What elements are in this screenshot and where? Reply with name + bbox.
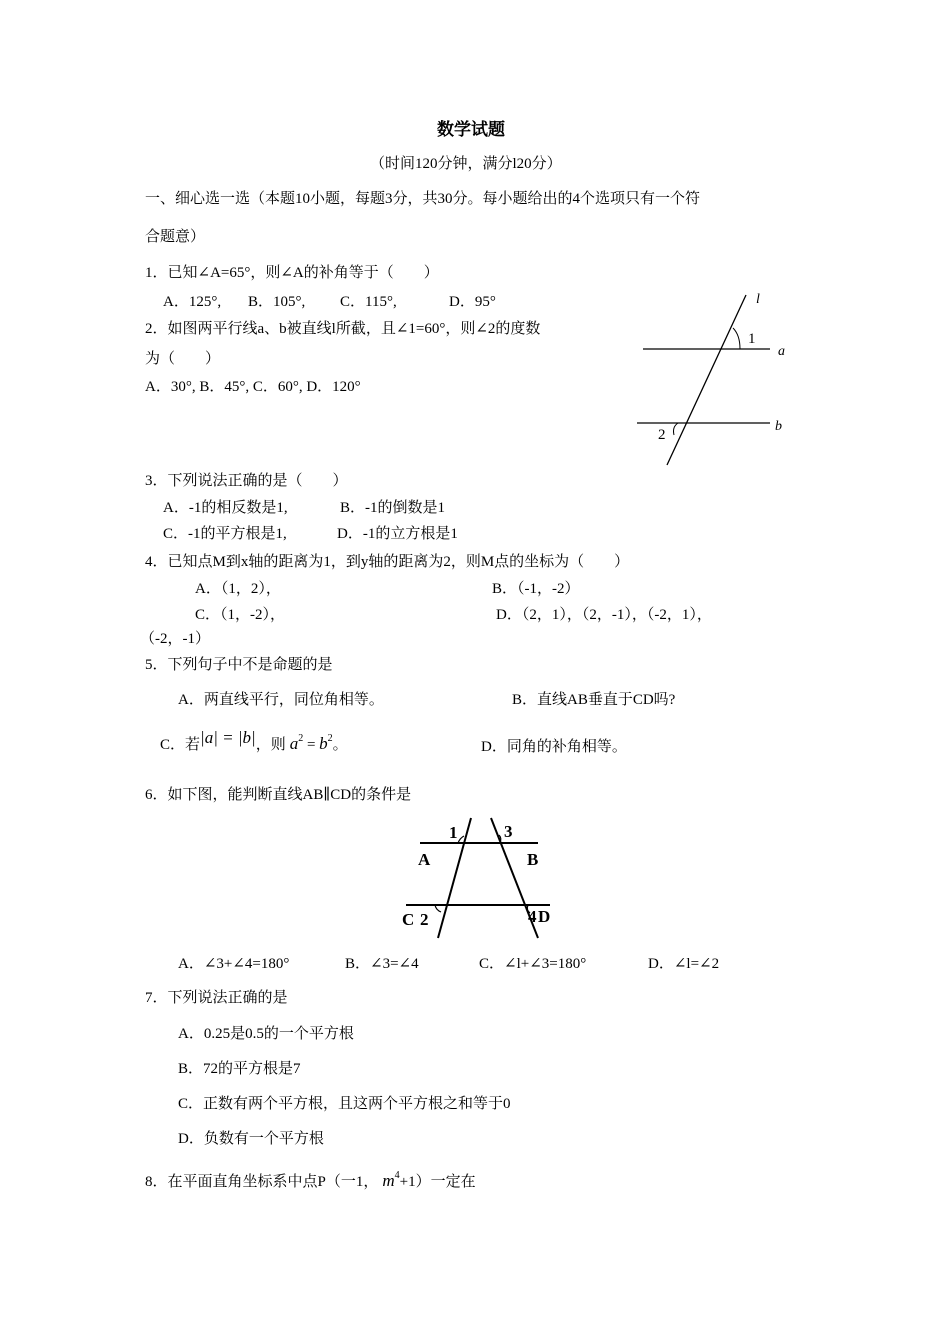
q2-stem: 2．如图两平行线a、b被直线l所截，且∠1=60°，则∠2的度数 [145, 321, 541, 337]
q3-option-c: C．-1的平方根是1, [163, 526, 287, 542]
q5-option-a: A．两直线平行，同位角相等。 [178, 692, 384, 708]
q4-option-b: B．（-1，-2） [492, 581, 580, 597]
q6-figure [398, 812, 558, 942]
label-D: D [538, 907, 551, 926]
label-4: 4 [528, 907, 537, 926]
label-C: C [402, 910, 415, 929]
section1-heading: 一、细心选一选（本题10小题，每题3分，共30分。每小题给出的4个选项只有一个符 [145, 191, 701, 207]
q5-option-c-mid: ，则 [255, 737, 286, 753]
q4-option-c: C．（1，-2）， [195, 607, 286, 623]
q3-stem: 3．下列说法正确的是（ ） [145, 473, 348, 489]
page-title: 数学试题 [437, 120, 505, 139]
q1-option-a: A．125°, [163, 294, 222, 310]
q4-option-d-cont: （-2，-1） [140, 631, 210, 647]
q8-stem [145, 1170, 476, 1193]
q7-option-b: B．72的平方根是7 [178, 1061, 301, 1077]
angle1-mark [458, 836, 464, 843]
q4-option-d: D．（2，1），（2，-1），（-2，1）， [496, 607, 712, 623]
q2-options: A．30°, B．45°, C．60°, D．120° [145, 379, 361, 395]
q6-stem: 6．如下图，能判断直线AB∥CD的条件是 [145, 787, 412, 803]
q7-option-a: A．0.25是0.5的一个平方根 [178, 1026, 354, 1042]
q5-option-c-exp2: 2 [327, 733, 333, 744]
q3-option-a: A．-1的相反数是1, [163, 500, 288, 516]
label-2: 2 [420, 910, 429, 929]
q1-option-b: B．105°, [248, 294, 306, 310]
q2-figure [630, 285, 800, 475]
q6-option-a: A．∠3+∠4=180° [178, 956, 290, 972]
q5-option-b: B．直线AB垂直于CD吗? [512, 692, 676, 708]
q7-option-c: C．正数有两个平方根，且这两个平方根之和等于0 [178, 1096, 511, 1112]
q5-option-c-prefix: C．若 [160, 737, 201, 753]
angle2-arc [674, 423, 679, 435]
q8-stem-prefix: 8．在平面直角坐标系中点P（一1， [145, 1174, 379, 1190]
angle2-mark [435, 905, 441, 912]
q5-option-c-end: 。 [332, 737, 348, 753]
transversal-l [667, 295, 746, 465]
q3-option-d: D．-1的立方根是1 [337, 526, 458, 542]
label-A: A [418, 850, 431, 869]
label-b: b [775, 419, 782, 434]
angle1-arc [733, 328, 740, 349]
q1-stem: 1．已知∠A=65°，则∠A的补角等于（ ） [145, 265, 439, 281]
q5-option-c-eq-op: = [303, 737, 320, 753]
q6-option-b: B．∠3=∠4 [345, 956, 419, 972]
q7-stem: 7．下列说法正确的是 [145, 990, 288, 1006]
q1-option-c: C．115°, [340, 294, 397, 310]
q5-option-c-eq-rhs: b [319, 734, 328, 753]
q5-option-c-abs-expr: |a| = |b| [200, 728, 256, 747]
label-1: 1 [449, 823, 458, 842]
q5-option-c [160, 728, 348, 757]
q2-stem-cont: 为（ ） [145, 351, 221, 367]
q4-option-a: A．（1，2）， [195, 581, 281, 597]
q3-option-b: B．-1的倒数是1 [340, 500, 446, 516]
q8-var-m: m [382, 1171, 395, 1190]
q6-option-c: C．∠l+∠3=180° [479, 956, 587, 972]
q6-option-d: D．∠l=∠2 [648, 956, 720, 972]
label-B: B [527, 850, 539, 869]
q1-option-d: D．95° [449, 294, 496, 310]
q5-option-d: D．同角的补角相等。 [481, 739, 627, 755]
q5-option-c-eq-lhs: a [289, 734, 299, 753]
section1-heading-cont: 合题意） [145, 229, 206, 245]
page-subtitle: （时间120分钟，满分l20分） [370, 156, 562, 172]
q5-option-c-exp1: 2 [298, 733, 304, 744]
label-angle1: 1 [748, 331, 756, 347]
label-3: 3 [504, 822, 513, 841]
label-a: a [778, 344, 785, 359]
q5-stem: 5．下列句子中不是命题的是 [145, 657, 333, 673]
q4-stem: 4．已知点M到x轴的距离为1，到y轴的距离为2，则M点的坐标为（ ） [145, 554, 630, 570]
label-angle2: 2 [658, 427, 666, 443]
label-l: l [756, 292, 760, 307]
q8-exp: 4 [394, 1170, 400, 1181]
q7-option-d: D．负数有一个平方根 [178, 1131, 324, 1147]
q8-stem-suffix: +1）一定在 [399, 1174, 476, 1190]
